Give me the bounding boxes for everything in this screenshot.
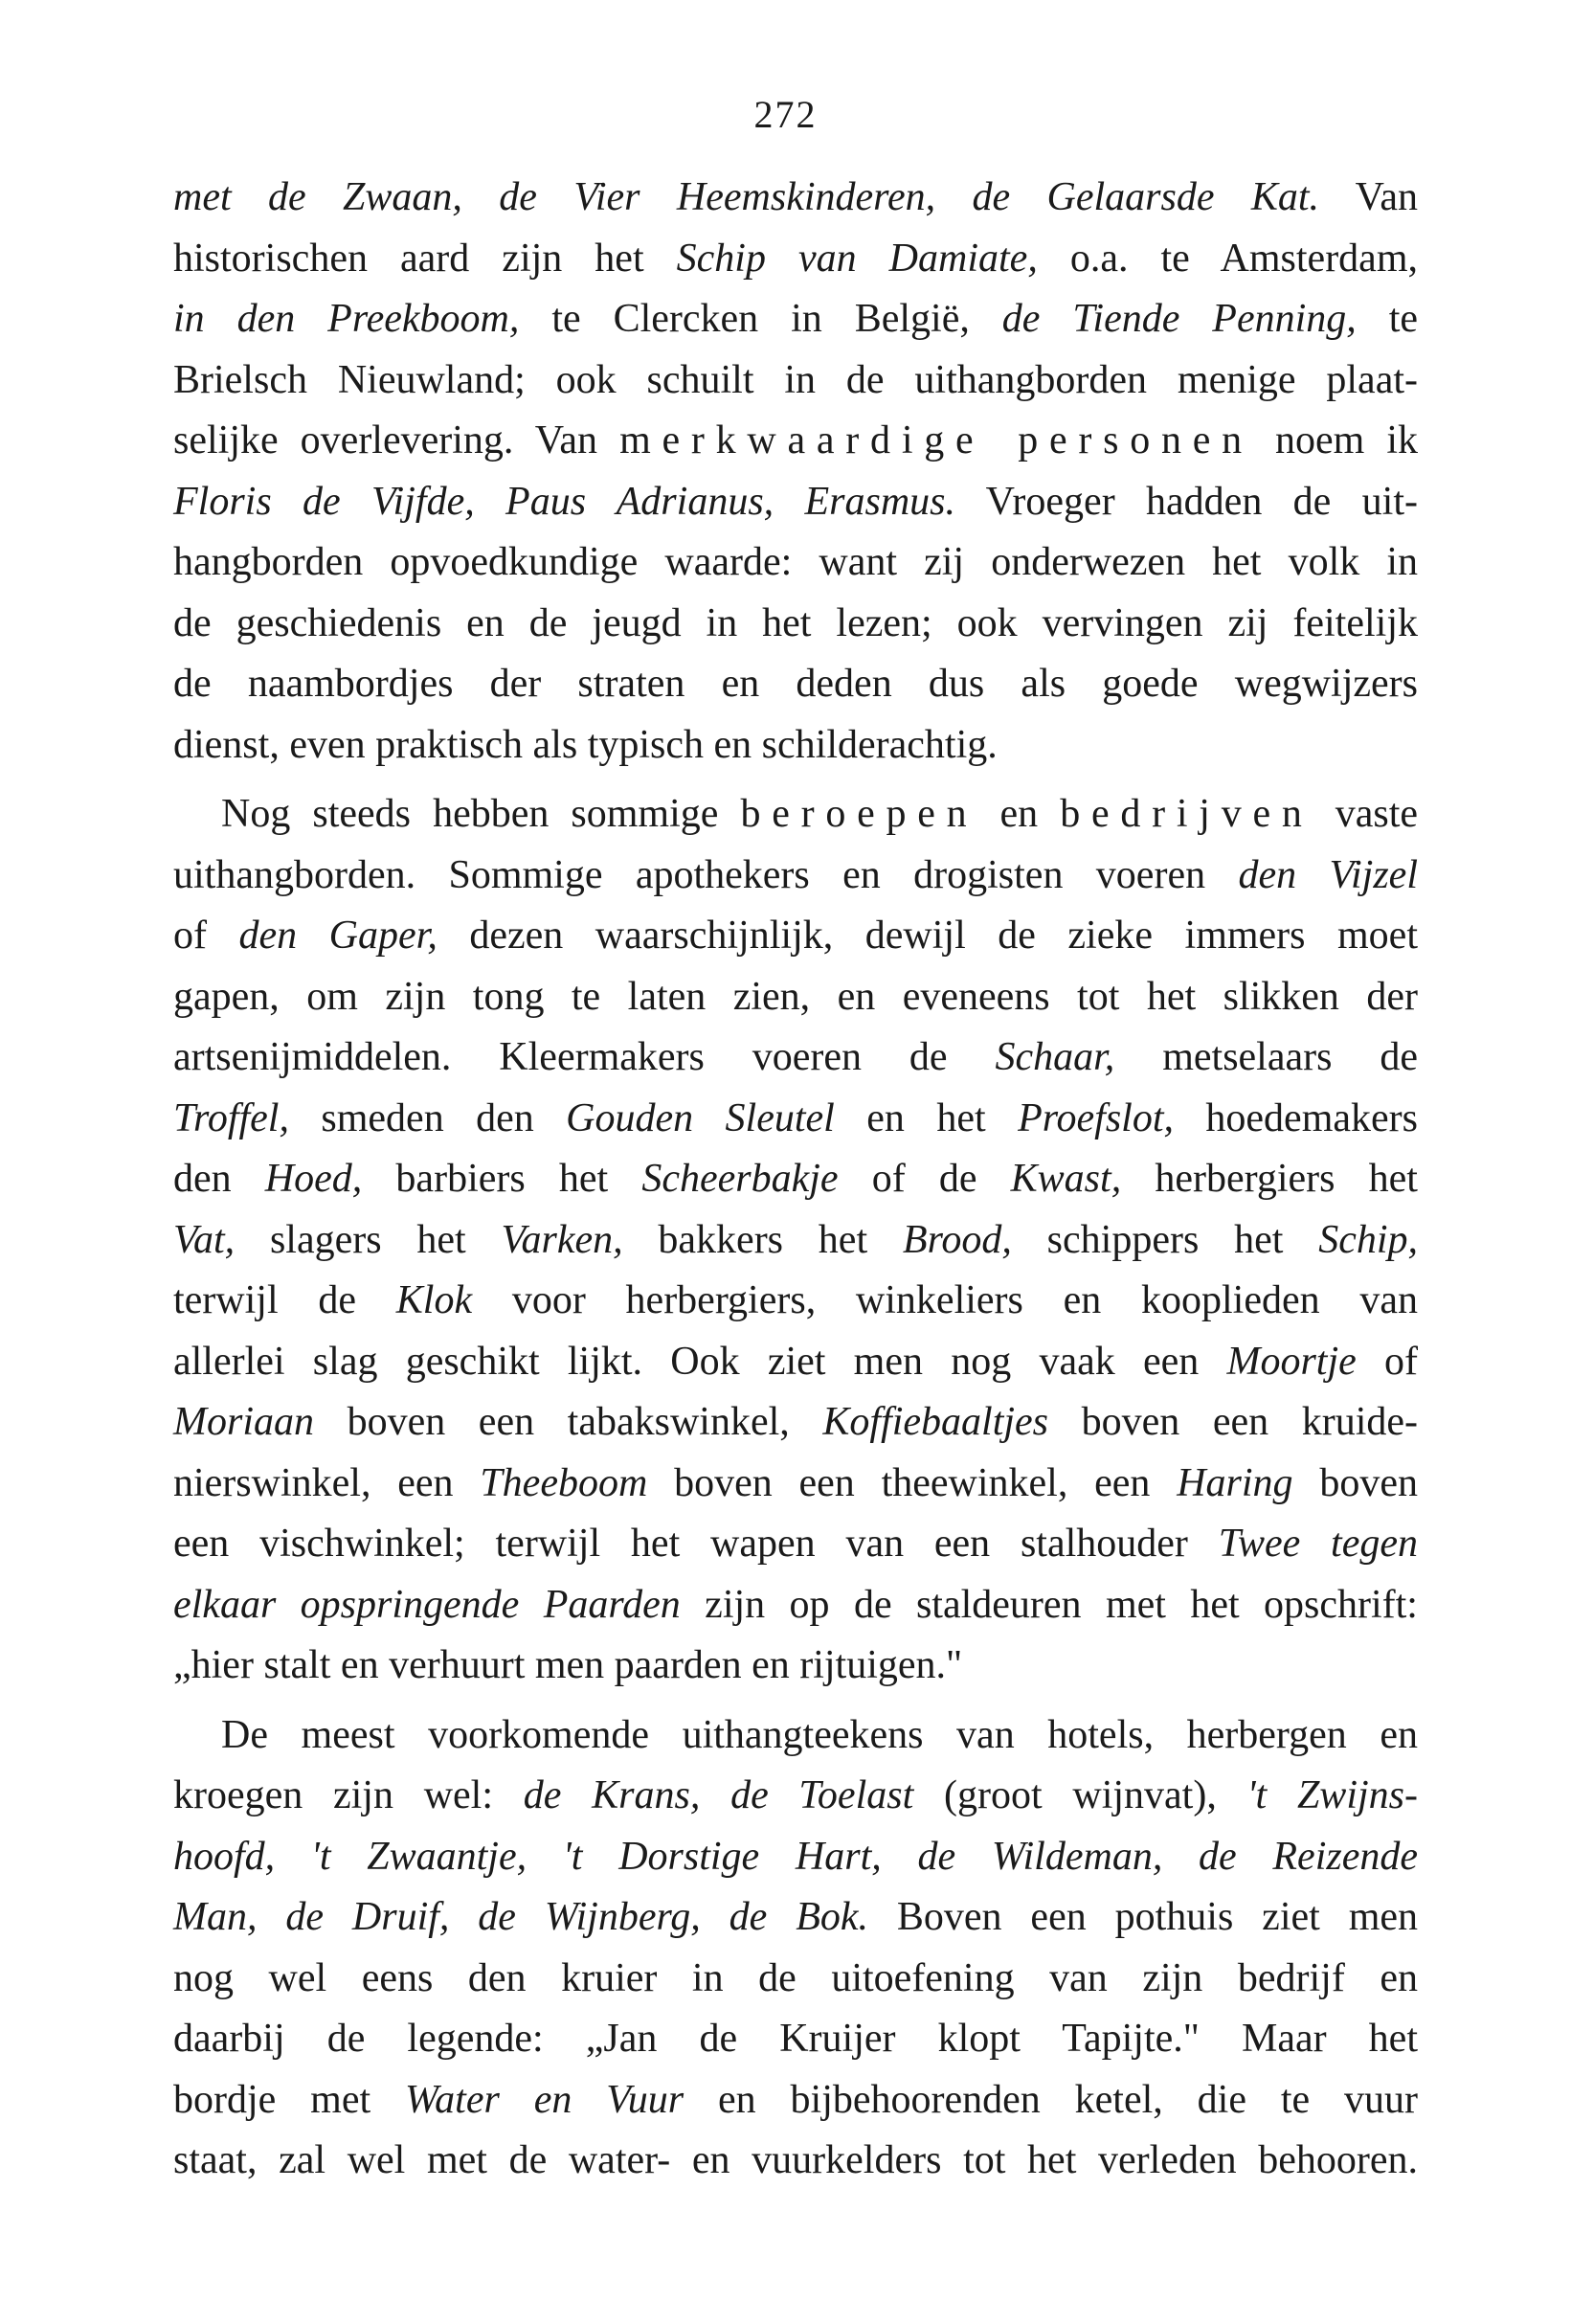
text-line [173,1089,1418,1150]
text-line [173,411,1418,472]
paragraph-gap [173,776,1418,784]
text-segment [700,1773,730,1817]
italic-text: de Krans, [523,1773,701,1817]
spaced-emphasis-text: beroepen [740,792,978,836]
text-segment: dezen waarschijnlijk, dewijl de zieke immers moet [437,914,1418,958]
text-segment: den [173,1157,265,1201]
text-line [173,967,1418,1028]
italic-text: Scheerbakje [641,1157,839,1201]
text-line [173,289,1418,350]
text-segment: historischen aard zijn het [173,236,677,281]
text-line [173,1454,1418,1515]
text-segment: daarbij de legende: „Jan de Kruijer klopt Tapijte." Maar het [173,2017,1418,2061]
text-segment: kroegen zijn wel: [173,1773,524,1817]
text-segment: Nog steeds hebben sommige [221,792,741,836]
text-segment: o.a. te Amsterdam, [1037,236,1418,281]
text-segment: een vischwinkel; terwijl het wapen van een stalhouder [173,1522,1219,1566]
text-line [173,168,1418,229]
italic-text: Schip van Damiate, [676,236,1038,281]
text-segment: boven [1292,1460,1418,1505]
text-segment: boven een kruide- [1048,1400,1418,1444]
text-line [173,1636,1418,1697]
text-line [173,1887,1418,1949]
text-segment: bakkers het [622,1217,903,1262]
text-segment: hangborden opvoedkundige waarde: want zij onderwezen het volk in [173,540,1418,584]
text-line [173,1514,1418,1575]
italic-text: Gouden Sleutel [566,1095,835,1140]
text-line [173,594,1418,655]
italic-text: Klok [395,1278,473,1322]
text-segment: te [1356,297,1419,341]
text-line [173,1027,1418,1089]
page-number: 272 [753,93,818,136]
text-line [173,1271,1418,1332]
text-segment: nierswinkel, een [173,1460,481,1505]
text-segment: zijn op de staldeuren met het opschrift: [680,1582,1418,1627]
text-line [173,1575,1418,1636]
italic-text: Schaar, [995,1035,1115,1079]
text-segment: schippers het [1011,1217,1319,1262]
text-line [173,2009,1418,2070]
text-line [173,1766,1418,1827]
text-segment: metselaars de [1114,1035,1418,1079]
text-line [173,1827,1418,1888]
text-line [173,1332,1418,1393]
text-line [173,2131,1418,2192]
text-line [173,2070,1418,2132]
text-segment: barbiers het [362,1157,642,1201]
italic-text: Proefslot, [1018,1095,1174,1140]
text-segment: vaste [1313,792,1419,836]
text-segment: Boven een pothuis ziet men [868,1895,1418,1939]
text-segment: slagers het [235,1217,502,1262]
italic-text: den Vijzel [1238,852,1418,897]
italic-text: Man, de Druif, de Wijnberg, de Bok. [173,1895,868,1939]
text-segment: artsenijmiddelen. Kleermakers voeren de [173,1035,996,1079]
text-segment: de naambordjes der straten en deden dus als goede wegwijzers [173,662,1418,706]
text-segment: hoedemakers [1174,1095,1418,1140]
text-segment: smeden den [288,1095,567,1140]
text-segment: (groot wijnvat), [913,1773,1247,1817]
text-segment: boven een tabakswinkel, [314,1400,823,1444]
text-segment: of [1356,1339,1418,1384]
italic-text: de Tiende Penning, [1001,297,1357,341]
text-segment: en bijbehoorenden ketel, die te vuur [684,2077,1419,2122]
text-segment: Vroeger hadden de uit- [955,479,1418,524]
text-segment: De meest voorkomende uithangteekens van hotels, herbergen en [221,1712,1418,1757]
italic-text: Kwast, [1010,1157,1122,1201]
italic-text: elkaar opspringende Paarden [173,1582,681,1627]
italic-text: Moortje [1226,1339,1357,1384]
text-segment: en [977,792,1061,836]
italic-text: Water en Vuur [405,2077,685,2122]
text-segment: herbergiers het [1121,1157,1418,1201]
text-line [173,715,1418,777]
text-segment: selijke overlevering. Van [173,418,620,463]
italic-text: Twee tegen [1218,1522,1418,1566]
text-segment: gapen, om zijn tong te laten zien, en eveneens tot het slikken der [173,974,1418,1019]
italic-text: Koffiebaaltjes [822,1400,1049,1444]
italic-text: 't Zwijns- [1246,1773,1418,1817]
text-segment: of de [838,1157,1011,1201]
text-segment: en het [834,1095,1019,1140]
text-line [173,229,1418,290]
text-line [173,350,1418,412]
text-segment: „hier stalt en verhuurt men paarden en rijtuigen." [173,1643,963,1687]
text-line [173,532,1418,594]
text-line [173,1392,1418,1454]
spaced-emphasis-text: bedrijven [1060,792,1313,836]
text-segment: voor herbergiers, winkeliers en kooplieden van [472,1278,1419,1322]
text-line [173,472,1418,533]
italic-text: met de Zwaan, de Vier Heemskinderen, de Gelaarsde Kat. [173,175,1320,219]
text-segment: terwijl de [173,1278,396,1322]
text-segment: te Clercken in België, [519,297,1002,341]
text-segment: allerlei slag geschikt lijkt. Ook ziet men nog vaak een [173,1339,1227,1384]
text-line [173,1210,1418,1272]
text-line [173,1949,1418,2010]
italic-text: Schip, [1318,1217,1418,1262]
text-segment: Van [1319,175,1418,219]
italic-text: Moriaan [173,1400,314,1444]
italic-text: Hoed, [264,1157,363,1201]
text-line [173,784,1418,846]
italic-text: de Toelast [730,1773,914,1817]
spaced-emphasis-text: merkwaardige personen [619,418,1253,463]
italic-text: den Gaper, [238,914,438,958]
text-segment: staat, zal wel met de water- en vuurkelders tot het verleden behooren. [173,2138,1418,2182]
text-line [173,1705,1418,1767]
paragraph-gap [173,1697,1418,1705]
italic-text: Floris de Vijfde, Paus Adrianus, Erasmus. [173,479,956,524]
italic-text: Haring [1177,1460,1293,1505]
text-segment: dienst, even praktisch als typisch en schilderachtig. [173,722,998,767]
italic-text: Theeboom [480,1460,648,1505]
text-segment: uithangborden. Sommige apothekers en drogisten voeren [173,852,1239,897]
text-segment: Brielsch Nieuwland; ook schuilt in de uithangborden menige plaat- [173,357,1418,402]
text-segment: nog wel eens den kruier in de uitoefening van zijn bedrijf en [173,1955,1418,2000]
text-line [173,906,1418,967]
body-text [173,168,1418,2192]
text-segment: noem ik [1252,418,1418,463]
italic-text: in den Preekboom, [173,297,520,341]
italic-text: Brood, [902,1217,1012,1262]
text-segment: bordje met [173,2077,406,2122]
text-line [173,654,1418,715]
text-segment: boven een theewinkel, een [647,1460,1178,1505]
italic-text: hoofd, 't Zwaantje, 't Dorstige Hart, de Wildeman, de Reizende [173,1834,1418,1879]
text-segment: de geschiedenis en de jeugd in het lezen; ook vervingen zij feitelijk [173,600,1418,645]
italic-text: Troffel, [173,1095,289,1140]
italic-text: Vat, [173,1217,236,1262]
italic-text: Varken, [501,1217,623,1262]
text-line [173,846,1418,907]
text-segment: of [173,914,239,958]
text-line [173,1149,1418,1210]
